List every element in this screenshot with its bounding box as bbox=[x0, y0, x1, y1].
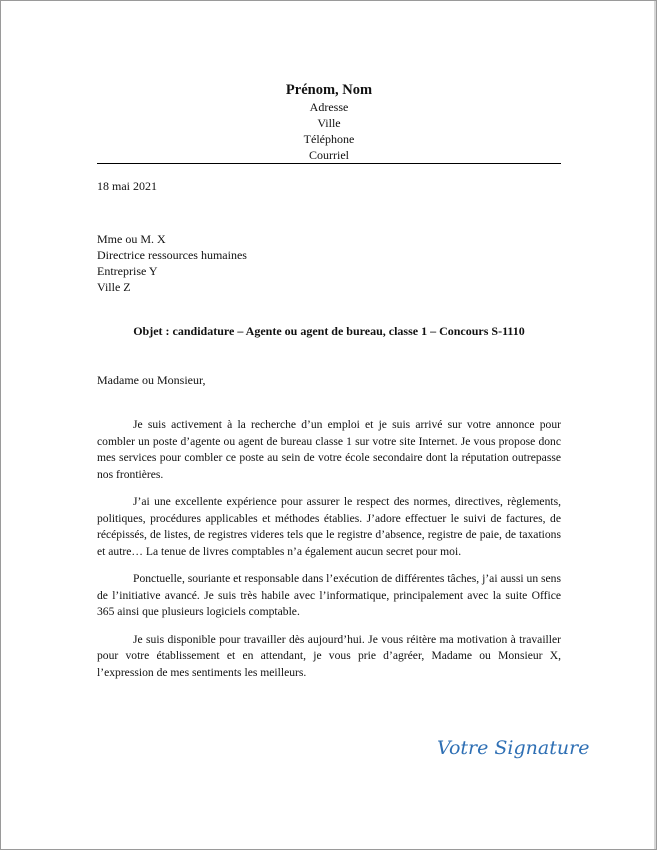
sender-phone: Téléphone bbox=[303, 132, 355, 146]
salutation: Madame ou Monsieur, bbox=[97, 373, 206, 387]
sender-address: Adresse bbox=[309, 100, 349, 114]
page-edge-shadow bbox=[654, 1, 656, 849]
signature-text: Votre Signature bbox=[437, 737, 590, 759]
body-paragraph: Je suis activement à la recherche d’un emploi et je suis arrivé sur votre annonce pour combler un poste d’agente ou agent de bureau classe 1 sur votre site Internet. Je vous propose donc mes services pour combler ce poste au sein de votre école secondaire dont la réputation outrepasse nos frontières. bbox=[97, 418, 561, 481]
letter-date: 18 mai 2021 bbox=[97, 179, 157, 193]
letter-body bbox=[97, 417, 561, 692]
recipient-title: Directrice ressources humaines bbox=[97, 248, 247, 262]
letter-subject: Objet : candidature – Agente ou agent de bureau, classe 1 – Concours S-1110 bbox=[133, 324, 525, 338]
body-paragraph: J’ai une excellente expérience pour assurer le respect des normes, directives, règlements, politiques, procédures applicables et méthodes établies. J’adore effectuer le suivi de factures, de récépissés, de listes, de registres videres tels que le registre d’absence, registre de paie, de taxations et autre… La tenue de livres comptables n’a également aucun secret pour moi. bbox=[97, 495, 561, 558]
signature-graphic bbox=[433, 727, 590, 767]
recipient-block bbox=[97, 231, 247, 295]
recipient-city: Ville Z bbox=[97, 280, 131, 294]
sender-name: Prénom, Nom bbox=[285, 82, 373, 98]
sender-city: Ville bbox=[317, 116, 341, 130]
body-paragraph: Ponctuelle, souriante et responsable dans l’exécution de différentes tâches, j’ai aussi un sens de l’initiative avancé. Je suis très habile avec l’informatique, principalement avec la suite Office 365 ainsi que plusieurs logiciels comptable. bbox=[97, 572, 561, 618]
body-paragraph: Je suis disponible pour travailler dès aujourd’hui. Je vous réitère ma motivation à travailler pour votre établissement et en attendant, je vous prie d’agréer, Madame ou Monsieur X, l’expression de mes sentiments les meilleurs. bbox=[97, 632, 561, 679]
recipient-name: Mme ou M. X bbox=[97, 232, 166, 246]
recipient-company: Entreprise Y bbox=[97, 264, 158, 278]
sender-email: Courriel bbox=[309, 148, 349, 162]
header-divider bbox=[97, 163, 561, 164]
sender-block bbox=[97, 81, 561, 163]
signature bbox=[433, 727, 590, 772]
